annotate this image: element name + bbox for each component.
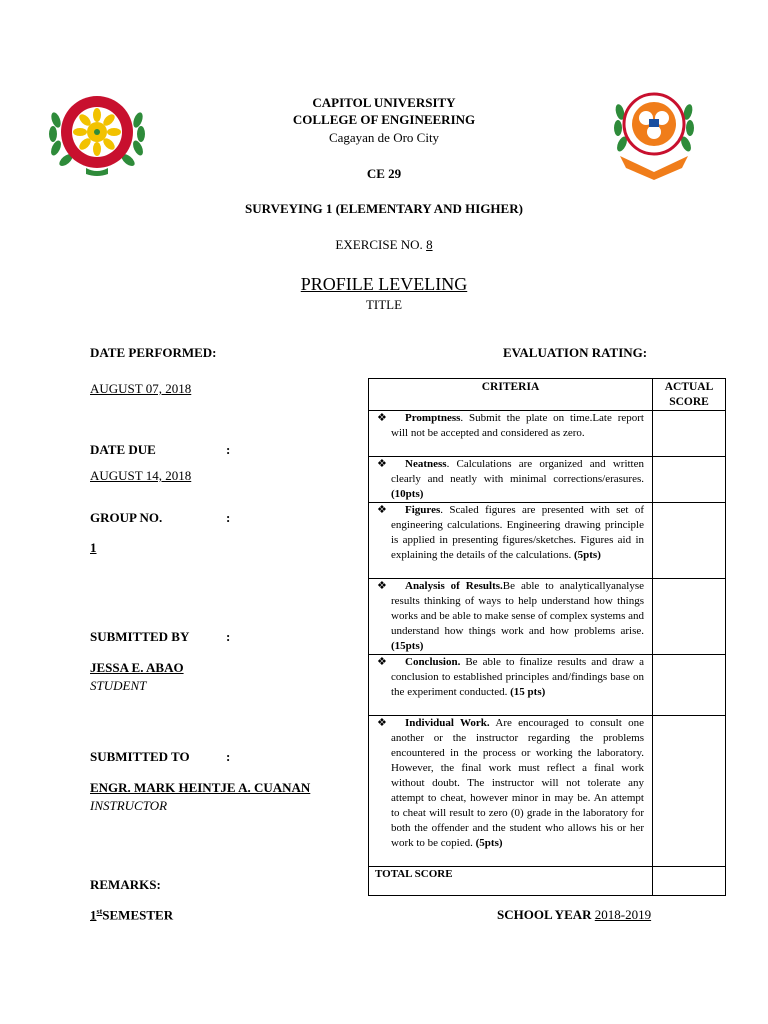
group-no-colon: : bbox=[226, 510, 231, 525]
criteria-term: Figures bbox=[405, 504, 441, 516]
diamond-bullet-icon: ❖ bbox=[377, 580, 387, 592]
evaluation-criteria-table bbox=[368, 378, 726, 896]
diamond-bullet-icon: ❖ bbox=[377, 717, 387, 729]
college-name: COLLEGE OF ENGINEERING bbox=[292, 112, 476, 127]
remarks-label: REMARKS: bbox=[90, 877, 161, 892]
criteria-text: . Scaled figures are presented with set of engineering calculations. Engineering drawing principle is applied in presenting figures/sketches. Figures aid in explaining the details of the calculations. bbox=[391, 504, 644, 561]
criteria-points: (15 pts) bbox=[510, 686, 546, 698]
diamond-bullet-icon: ❖ bbox=[377, 458, 387, 470]
submitted-to-label: SUBMITTED TO bbox=[90, 749, 190, 764]
course-code: CE 29 bbox=[366, 166, 402, 181]
criteria-text: . Submit the plate on time.Late report will not be accepted and considered as zero. bbox=[391, 412, 644, 439]
criteria-text: Are encouraged to consult one another or the instructor regarding the problems encountered in the process or working the laboratory. However, the final work must reflect a final work without doubt. The instructor will not tolerate any attempt to cheat, however minor in may be. An attempt to cheat will result to zero (0) grade in the laboratory for both the offender and the student who allows his or her work to be copied. bbox=[391, 717, 644, 849]
criteria-conclusion bbox=[369, 655, 653, 716]
submitted-to-name: ENGR. MARK HEINTJE A. CUANAN bbox=[90, 780, 311, 795]
criteria-points: (5pts) bbox=[475, 837, 503, 849]
date-due-label: DATE DUE bbox=[90, 442, 156, 457]
exercise-title: PROFILE LEVELING bbox=[300, 274, 468, 294]
exercise-number bbox=[0, 237, 768, 253]
evaluation-rating-label: EVALUATION RATING: bbox=[503, 345, 648, 360]
school-year bbox=[497, 907, 651, 923]
criteria-term: Neatness bbox=[405, 458, 447, 470]
diamond-bullet-icon: ❖ bbox=[377, 504, 387, 516]
criteria-points: (15pts) bbox=[391, 640, 424, 652]
table-row bbox=[369, 503, 726, 579]
criteria-figures bbox=[369, 503, 653, 579]
total-score-label: TOTAL SCORE bbox=[369, 867, 653, 896]
school-year-value: 2018-2019 bbox=[594, 907, 652, 922]
criteria-term: Promptness bbox=[405, 412, 461, 424]
score-cell[interactable] bbox=[653, 457, 726, 503]
actual-score-header-line1: ACTUAL bbox=[664, 381, 714, 393]
table-row bbox=[369, 655, 726, 716]
exercise-no-value: 8 bbox=[426, 237, 433, 252]
group-no-label: GROUP NO. bbox=[90, 510, 163, 525]
date-due-colon: : bbox=[226, 442, 231, 457]
criteria-points: (10pts) bbox=[391, 488, 424, 500]
criteria-header: CRITERIA bbox=[369, 379, 653, 411]
submitted-by-label: SUBMITTED BY bbox=[90, 629, 190, 644]
date-performed-label: DATE PERFORMED: bbox=[90, 345, 217, 360]
semester bbox=[90, 907, 173, 923]
actual-score-header-line2: SCORE bbox=[669, 396, 709, 408]
university-name: CAPITOL UNIVERSITY bbox=[312, 95, 456, 110]
criteria-promptness bbox=[369, 411, 653, 457]
submitted-to-role: INSTRUCTOR bbox=[90, 798, 168, 813]
submitted-by-name: JESSA E. ABAO bbox=[90, 660, 184, 675]
score-cell[interactable] bbox=[653, 716, 726, 867]
school-year-label: SCHOOL YEAR bbox=[497, 907, 595, 922]
semester-word: SEMESTER bbox=[102, 907, 174, 923]
criteria-analysis bbox=[369, 579, 653, 655]
course-title: SURVEYING 1 (ELEMENTARY AND HIGHER) bbox=[245, 201, 523, 216]
diamond-bullet-icon: ❖ bbox=[377, 412, 387, 424]
city-name: Cagayan de Oro City bbox=[328, 130, 440, 145]
criteria-term: Analysis of Results. bbox=[405, 580, 503, 592]
criteria-term: Conclusion. bbox=[405, 656, 461, 668]
submitted-by-colon: : bbox=[226, 629, 231, 644]
criteria-text: Be able to finalize results and draw a conclusion to established principles and/findings base on the experiment conducted. bbox=[391, 656, 644, 698]
score-cell[interactable] bbox=[653, 503, 726, 579]
table-row bbox=[369, 716, 726, 867]
title-caption: TITLE bbox=[365, 297, 403, 312]
criteria-neatness bbox=[369, 457, 653, 503]
criteria-points: (5pts) bbox=[573, 549, 601, 561]
diamond-bullet-icon: ❖ bbox=[377, 656, 387, 668]
criteria-text: . Calculations are organized and written clearly and neatly with minimal corrections/erasures. bbox=[391, 458, 644, 485]
exercise-prefix: EXERCISE NO. bbox=[335, 237, 427, 252]
score-cell[interactable] bbox=[653, 655, 726, 716]
total-score-row bbox=[369, 867, 726, 896]
date-due-value: AUGUST 14, 2018 bbox=[90, 468, 192, 483]
date-performed-value: AUGUST 07, 2018 bbox=[90, 381, 192, 396]
submitted-by-role: STUDENT bbox=[90, 678, 147, 693]
score-cell[interactable] bbox=[653, 411, 726, 457]
semester-number: 1 bbox=[90, 907, 97, 923]
table-row bbox=[369, 579, 726, 655]
criteria-text: Be able to analyticallyanalyse results thinking of ways to help understand how things works and be able to make sense of complex systems and understand how things work and how problems arise. bbox=[391, 580, 645, 637]
group-no-value: 1 bbox=[90, 540, 97, 555]
total-score-cell[interactable] bbox=[653, 867, 726, 896]
table-row bbox=[369, 457, 726, 503]
actual-score-header bbox=[653, 379, 726, 411]
submitted-to-colon: : bbox=[226, 749, 231, 764]
criteria-individual-work bbox=[369, 716, 653, 867]
criteria-term: Individual Work. bbox=[405, 717, 490, 729]
table-header-row bbox=[369, 379, 726, 411]
table-row bbox=[369, 411, 726, 457]
semester-suffix: st bbox=[96, 907, 103, 916]
score-cell[interactable] bbox=[653, 579, 726, 655]
